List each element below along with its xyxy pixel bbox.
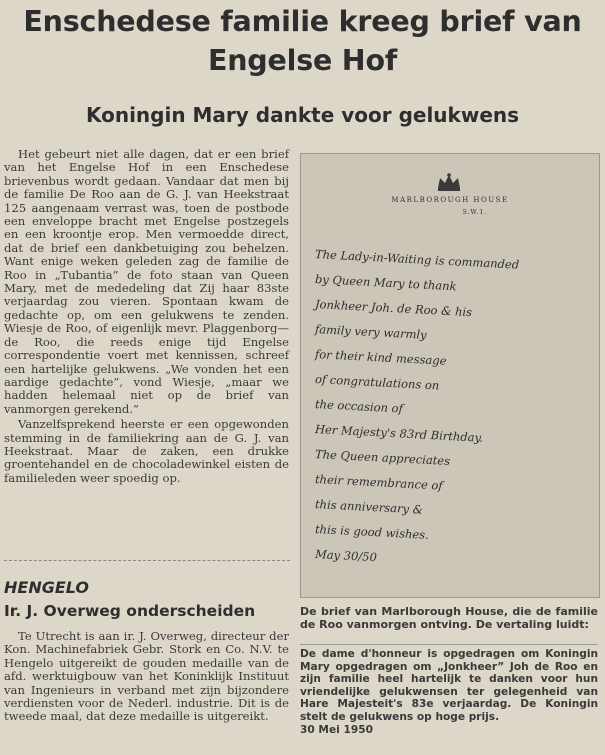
photo-caption: De brief van Marlborough House, die de familie de Roo vanmorgen ontving. De vertaling luidt: <box>300 605 598 631</box>
section-title: Ir. J. Overweg onderscheiden <box>4 602 256 620</box>
translation-text: De dame d'honneur is opgedragen om Koningin Mary opgedragen om „Jonkheer” Joh de Roo en zijn familie heel hartelijk te danken voor hun vriendelijke gelukwensen ter gelegenheid van Hare Majesteit's 83e verjaardag. De Koningin stelt de gelukwens op hoge prijs. <box>300 648 598 723</box>
handwriting-line: for their kind message <box>314 347 447 368</box>
handwriting-line: this anniversary & <box>314 497 424 517</box>
article-paragraph-2: Vanzelfsprekend heerste er een opgewonden stemming in de familiekring aan de G. J. van Heekstraat. Maar de zaken, een drukke groentehandel en de chocoladewinkel eisten de familieleden weer spoedig op. <box>4 417 289 485</box>
article-headline <box>0 2 605 80</box>
letter-postcode: S.W.1. <box>462 209 488 216</box>
headline-line-2: Engelse Hof <box>207 44 398 77</box>
handwriting-line: Jonkheer Joh. de Roo & his <box>314 297 473 320</box>
translation-date: 30 Mei 1950 <box>300 723 373 736</box>
handwriting-line: by Queen Mary to thank <box>314 272 457 294</box>
letter-photo <box>300 153 600 598</box>
article-body <box>4 148 289 485</box>
handwriting-line: this is good wishes. <box>314 522 430 542</box>
handwriting-line: their remembrance of <box>314 472 444 493</box>
handwriting-line: The Queen appreciates <box>314 447 451 469</box>
handwriting-line: the occasion of <box>314 397 404 416</box>
article-subheadline: Koningin Mary dankte voor gelukwens <box>85 103 520 127</box>
section-heading: HENGELO <box>4 578 89 597</box>
letter-translation <box>300 648 598 736</box>
handwriting-line: of congratulations on <box>314 372 440 393</box>
caption-divider <box>300 644 598 645</box>
handwriting-line: family very warmly <box>314 322 428 342</box>
section-divider <box>4 560 290 561</box>
section-paragraph: Te Utrecht is aan ir. J. Overweg, directeur der Kon. Machinefabriek Gebr. Stork en Co. N.V. te Hengelo uitgereikt de gouden medaille van de afd. werktuigbouw van het Koninklijk Instituut van Ingenieurs in verband met zijn bijzondere verdiensten voor de Nederl. industrie. Dit is de tweede maal, dat deze medaille is uitgereikt. <box>4 630 289 724</box>
handwriting-date: May 30/50 <box>314 547 378 565</box>
handwriting-line: Her Majesty's 83rd Birthday. <box>314 422 484 445</box>
letterhead: MARLBOROUGH HOUSE <box>391 196 509 204</box>
handwritten-note <box>315 242 593 567</box>
headline-line-1: Enschedese familie kreeg brief van <box>23 5 582 38</box>
crown-icon <box>436 172 462 192</box>
article-paragraph-1: Het gebeurt niet alle dagen, dat er een brief van het Engelse Hof in een Enschedese brievenbus wordt gedaan. Vandaar dat men bij de familie De Roo aan de G. J. van Heekstraat 125 aangenaam verrast was, toen de postbode een enveloppe bracht met Engelse postzegels en een kroontje erop. Men vermoedde direct, dat de brief een dankbetuiging zou behelzen. Want enige weken geleden zag de familie de Roo in „Tubantia” de foto staan van Queen Mary, met de mededeling dat Zij haar 83ste verjaardag zou vieren. Spontaan kwam de gedachte op, om een gelukwens te zenden. Wiesje de Roo, of eigenlijk mevr. Plaggenborg—de Roo, die reeds enige tijd Engelse correspondentie voert met kennissen, schreef een hartelijke gelukwens. „We vonden het een aardige gedachte”, vond Wiesje, „maar we hadden helemaal niet op de brief van vanmorgen gerekend.” <box>4 147 289 416</box>
section-body <box>4 630 289 755</box>
handwriting-line: The Lady-in-Waiting is commanded <box>314 247 520 272</box>
